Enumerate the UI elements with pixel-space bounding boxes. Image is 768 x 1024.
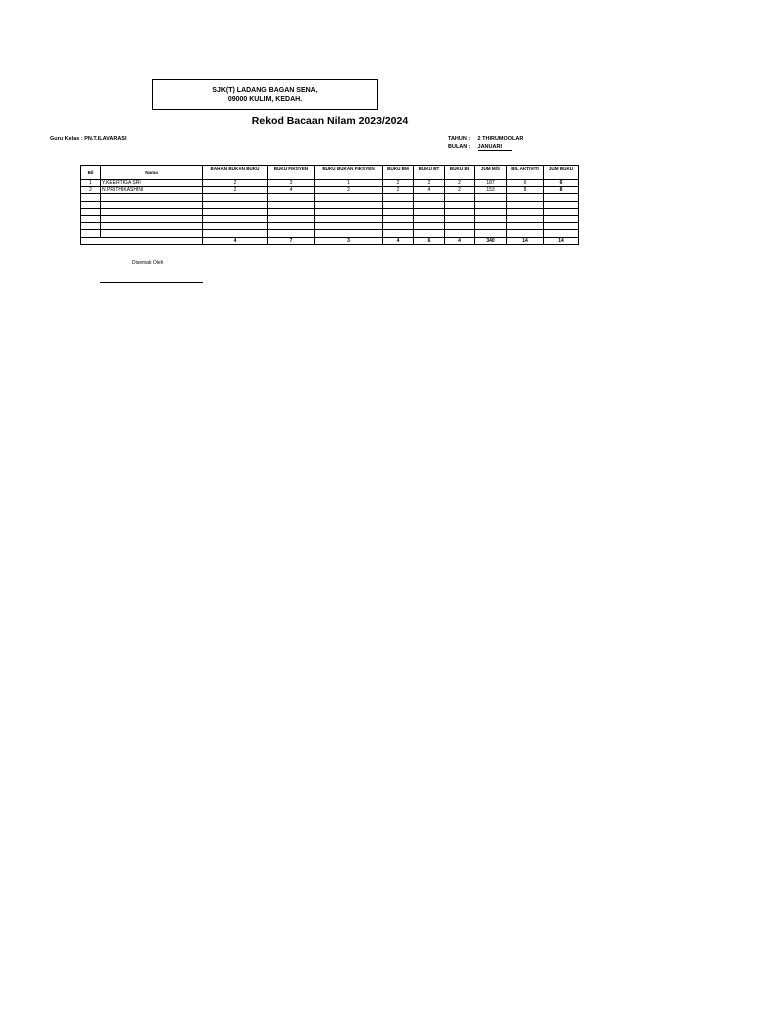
total-bil-aktiviti: 14 <box>507 237 544 244</box>
cell-jum-buku: 6 <box>544 180 579 187</box>
tahun-value: 2 THIRUMOOLAR <box>477 136 524 142</box>
empty-row <box>81 201 579 208</box>
empty-row <box>81 230 579 237</box>
page-title: Rekod Bacaan Nilam 2023/2024 <box>251 115 409 127</box>
empty-row <box>81 215 579 222</box>
rekod-table <box>80 165 579 245</box>
total-buku-fiksyen: 7 <box>268 237 315 244</box>
cell-buku-bm: 2 <box>383 187 414 194</box>
cell-bil: 2 <box>81 187 101 194</box>
cell-buku-bt: 4 <box>414 187 445 194</box>
header-buku-fiksyen: BUKU FIKSYEN <box>268 166 315 180</box>
header-jum-ms: JUM M/S <box>475 166 507 180</box>
total-buku-bt: 6 <box>414 237 445 244</box>
total-bahan-bukan-buku: 4 <box>203 237 268 244</box>
signature-line <box>100 282 203 283</box>
cell-bahan-bukan-buku: 2 <box>203 187 268 194</box>
cell-bil: 1 <box>81 180 101 187</box>
empty-row <box>81 208 579 215</box>
header-bahan-bukan-buku: BAHAN BUKAN BUKU <box>203 166 268 180</box>
bulan-field <box>448 144 512 150</box>
disemak-oleh-label: Disemak Oleh <box>132 260 164 266</box>
cell-bil-aktiviti: 6 <box>507 180 544 187</box>
total-buku-bm: 4 <box>383 237 414 244</box>
bulan-value: JANUARI <box>478 144 512 151</box>
cell-buku-fiksyen: 4 <box>268 187 315 194</box>
cell-buku-fiksyen: 3 <box>268 180 315 187</box>
cell-buku-bt: 2 <box>414 180 445 187</box>
cell-jum-ms: 153 <box>475 187 507 194</box>
cell-buku-bi: 2 <box>445 180 475 187</box>
total-jum-buku: 14 <box>544 237 579 244</box>
school-header-box <box>152 79 378 110</box>
header-jum-buku: JUM BUKU <box>544 166 579 180</box>
cell-nama: N.PRITHIKASHINI <box>101 187 203 194</box>
total-jum-ms: 340 <box>475 237 507 244</box>
tahun-label: TAHUN : <box>448 136 471 142</box>
header-buku-bt: BUKU BT <box>414 166 445 180</box>
cell-bahan-bukan-buku: 2 <box>203 180 268 187</box>
cell-buku-bukan-fiksyen: 2 <box>315 187 383 194</box>
empty-row <box>81 223 579 230</box>
school-address: 09000 KULIM, KEDAH. <box>227 96 303 103</box>
header-buku-bm: BUKU BM <box>383 166 414 180</box>
header-nama: Nama <box>101 166 203 180</box>
header-buku-bi: BUKU BI <box>445 166 475 180</box>
cell-jum-buku: 8 <box>544 187 579 194</box>
total-buku-bukan-fiksyen: 3 <box>315 237 383 244</box>
header-bil: Bil <box>81 166 101 180</box>
header-bil-aktiviti: BIL AKTIVITI <box>507 166 544 180</box>
totals-row <box>81 237 579 244</box>
cell-buku-bi: 2 <box>445 187 475 194</box>
header-buku-bukan-fiksyen: BUKU BUKAN FIKSYEN <box>315 166 383 180</box>
guru-kelas: Guru Kelas : PN.T.ILAVARASI <box>50 136 127 142</box>
bulan-label: BULAN : <box>448 144 471 150</box>
cell-jum-ms: 187 <box>475 180 507 187</box>
school-name: SJK(T) LADANG BAGAN SENA, <box>212 87 318 94</box>
cell-buku-bukan-fiksyen: 1 <box>315 180 383 187</box>
total-buku-bi: 4 <box>445 237 475 244</box>
cell-bil-aktiviti: 8 <box>507 187 544 194</box>
table-row <box>81 180 579 187</box>
cell-buku-bm: 2 <box>383 180 414 187</box>
tahun-field <box>448 136 523 142</box>
table-row <box>81 187 579 194</box>
cell-nama: Y.KEERTIGA SRI <box>101 180 203 187</box>
empty-row <box>81 194 579 201</box>
